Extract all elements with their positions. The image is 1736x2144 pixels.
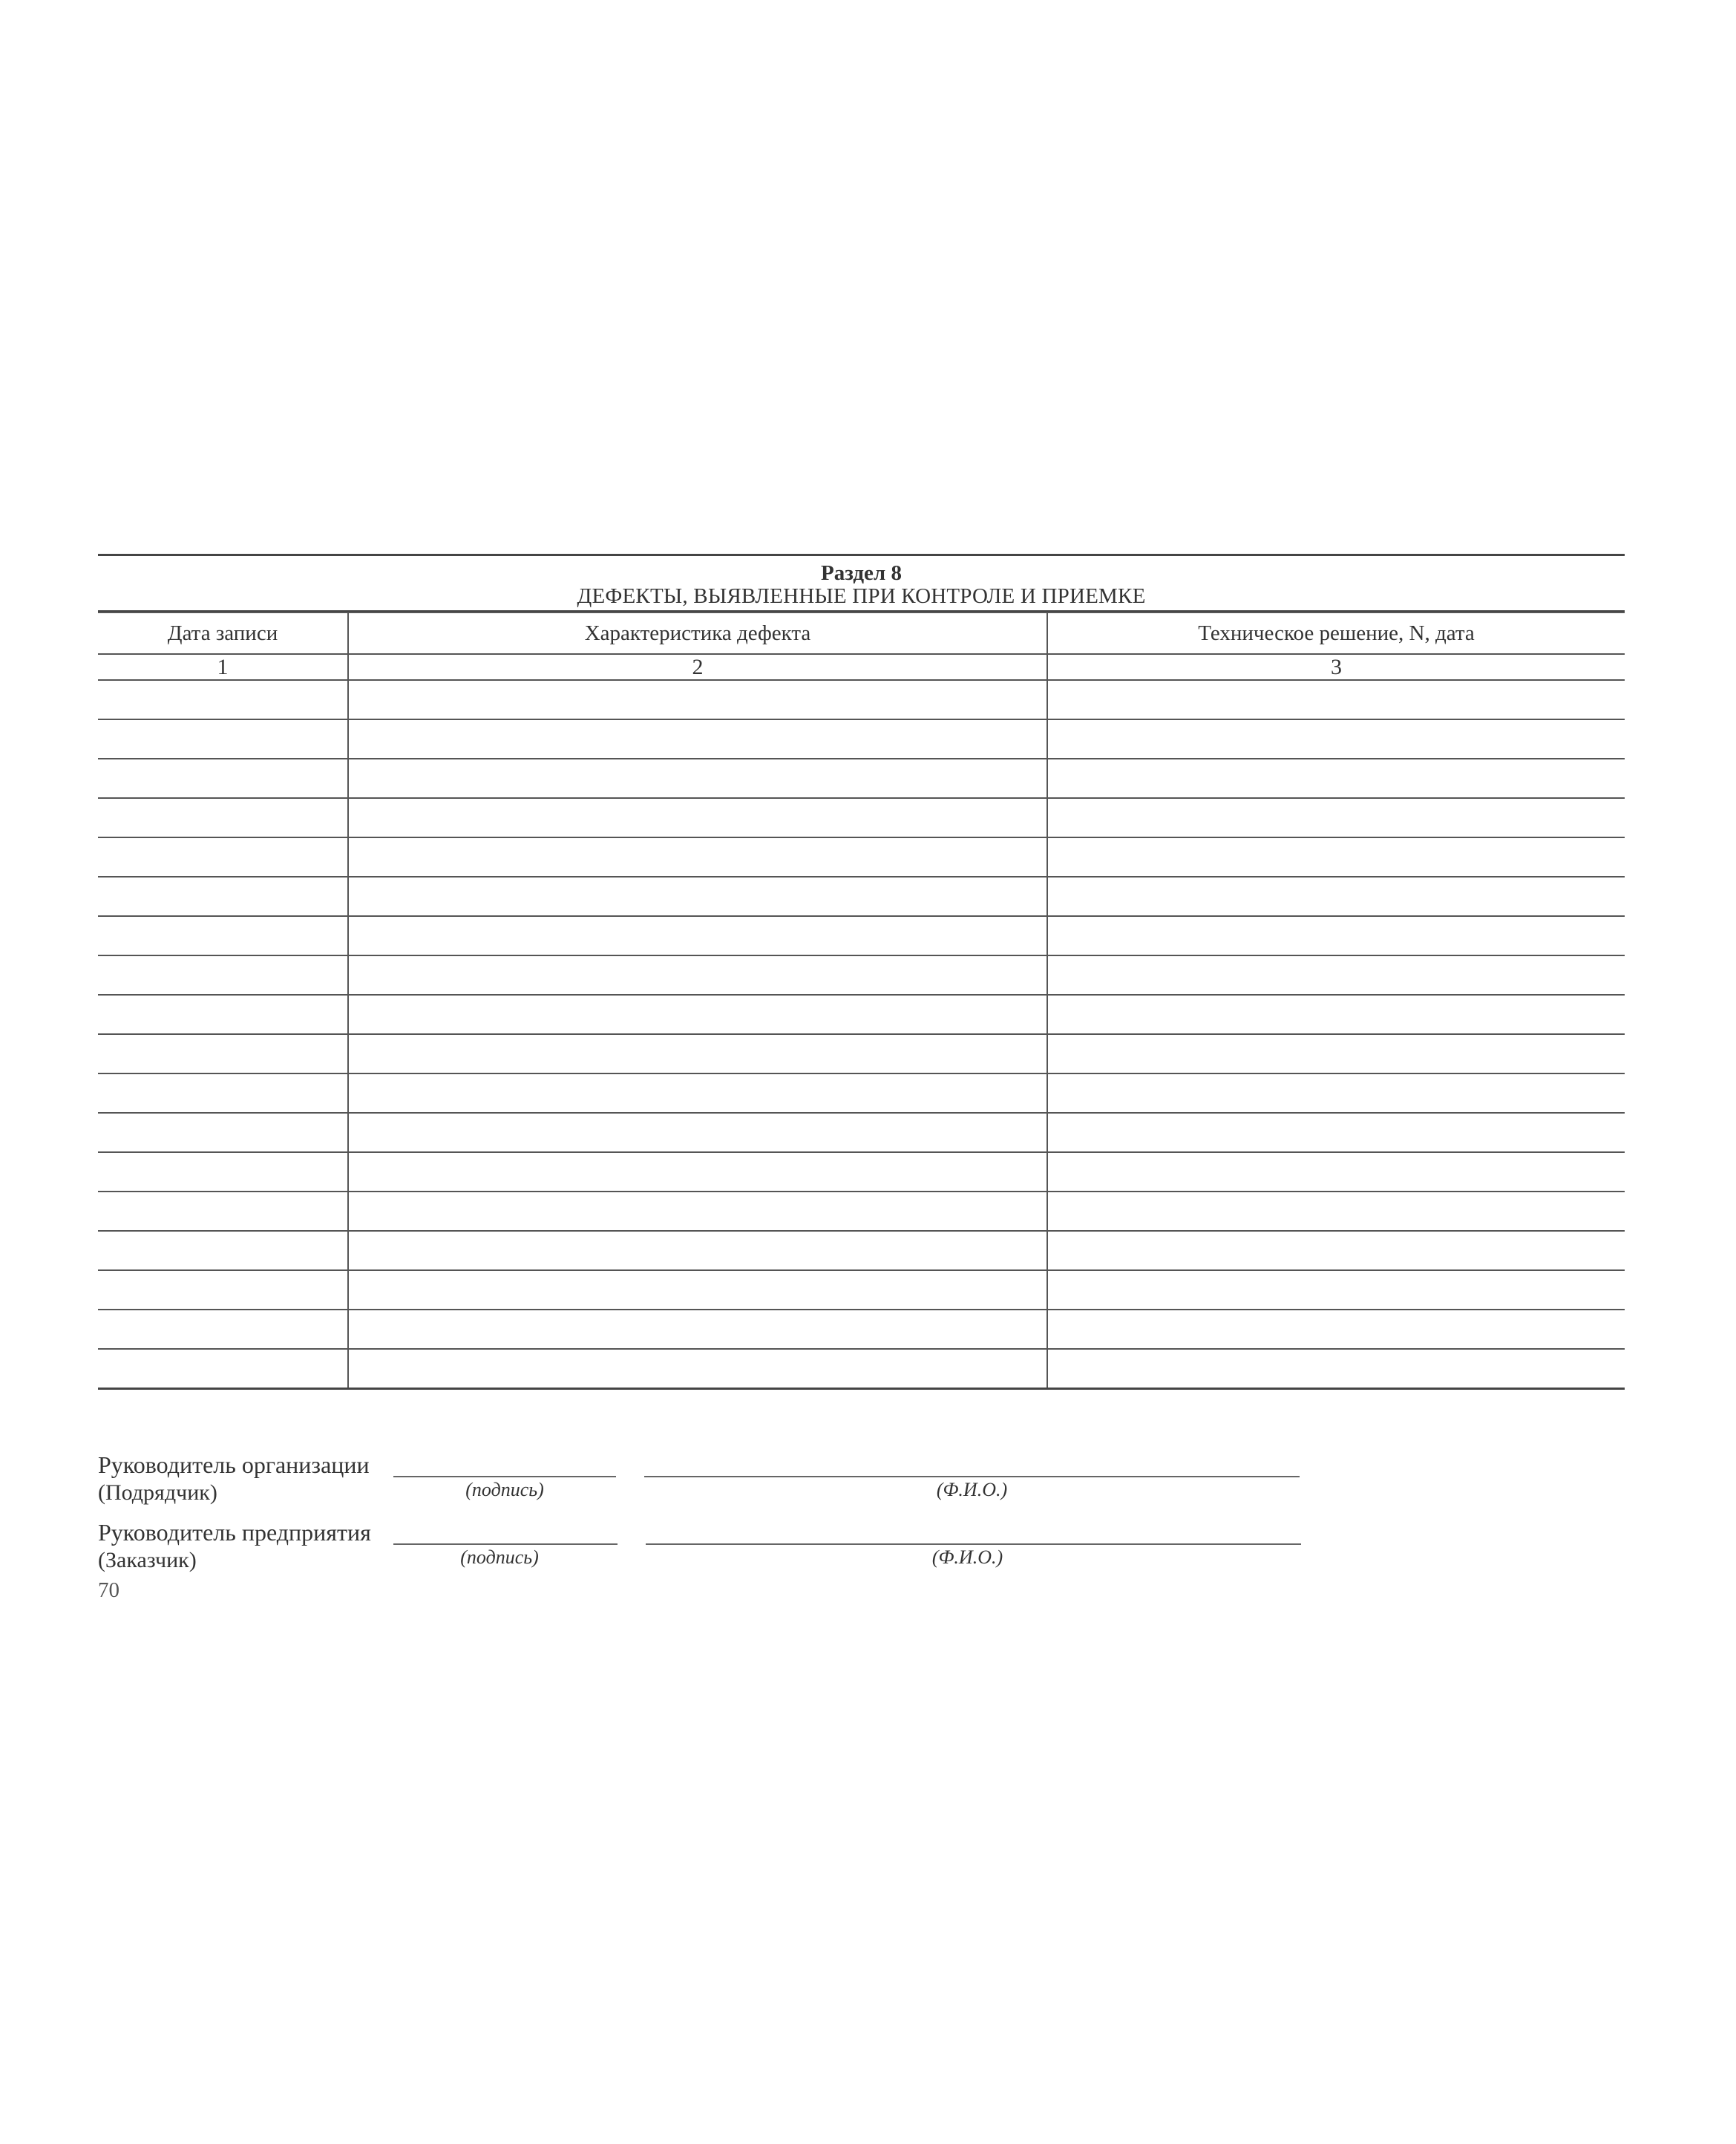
cell-defect-description[interactable] xyxy=(348,798,1047,837)
column-number: 1 xyxy=(98,654,348,680)
cell-defect-description[interactable] xyxy=(348,1310,1047,1349)
cell-technical-decision[interactable] xyxy=(1047,1152,1625,1192)
cell-record-date[interactable] xyxy=(98,955,348,995)
customer-name-caption: (Ф.И.О.) xyxy=(931,1546,1003,1568)
cell-technical-decision[interactable] xyxy=(1047,955,1625,995)
customer-signature-caption: (подпись) xyxy=(460,1546,539,1568)
cell-technical-decision[interactable] xyxy=(1047,1073,1625,1113)
contractor-signature-line[interactable] xyxy=(393,1476,616,1477)
cell-defect-description[interactable] xyxy=(348,1270,1047,1310)
table-row xyxy=(98,1034,1625,1073)
cell-defect-description[interactable] xyxy=(348,995,1047,1034)
customer-signature-line[interactable] xyxy=(393,1543,618,1545)
section-title: ДЕФЕКТЫ, ВЫЯВЛЕННЫЕ ПРИ КОНТРОЛЕ И ПРИЕМКЕ xyxy=(577,584,1146,608)
cell-defect-description[interactable] xyxy=(348,1152,1047,1192)
cell-technical-decision[interactable] xyxy=(1047,1270,1625,1310)
section-number: Раздел 8 xyxy=(821,561,902,585)
table-row xyxy=(98,1270,1625,1310)
contractor-name-line[interactable] xyxy=(644,1476,1300,1477)
cell-technical-decision[interactable] xyxy=(1047,1113,1625,1152)
table-row xyxy=(98,1113,1625,1152)
cell-record-date[interactable] xyxy=(98,1152,348,1192)
table-row xyxy=(98,759,1625,798)
cell-technical-decision[interactable] xyxy=(1047,1192,1625,1231)
cell-record-date[interactable] xyxy=(98,1073,348,1113)
cell-defect-description[interactable] xyxy=(348,719,1047,759)
cell-record-date[interactable] xyxy=(98,916,348,955)
cell-record-date[interactable] xyxy=(98,1349,348,1389)
table-row xyxy=(98,1231,1625,1270)
table-row xyxy=(98,1073,1625,1113)
table-body xyxy=(98,680,1625,1389)
cell-defect-description[interactable] xyxy=(348,837,1047,877)
cell-record-date[interactable] xyxy=(98,1192,348,1231)
cell-record-date[interactable] xyxy=(98,837,348,877)
cell-defect-description[interactable] xyxy=(348,1192,1047,1231)
cell-record-date[interactable] xyxy=(98,1113,348,1152)
cell-defect-description[interactable] xyxy=(348,877,1047,916)
column-number: 3 xyxy=(1047,654,1625,680)
table-row xyxy=(98,1192,1625,1231)
cell-technical-decision[interactable] xyxy=(1047,877,1625,916)
customer-signature-block xyxy=(98,1519,1360,1586)
cell-defect-description[interactable] xyxy=(348,955,1047,995)
cell-technical-decision[interactable] xyxy=(1047,680,1625,719)
contractor-signature-caption: (подпись) xyxy=(465,1479,544,1500)
table-row xyxy=(98,995,1625,1034)
customer-party: (Заказчик) xyxy=(98,1548,197,1572)
cell-record-date[interactable] xyxy=(98,1231,348,1270)
table-row xyxy=(98,877,1625,916)
cell-defect-description[interactable] xyxy=(348,1034,1047,1073)
table-row xyxy=(98,1152,1625,1192)
table-row xyxy=(98,1349,1625,1389)
cell-record-date[interactable] xyxy=(98,680,348,719)
page-number: 70 xyxy=(98,1578,119,1602)
cell-record-date[interactable] xyxy=(98,1034,348,1073)
cell-defect-description[interactable] xyxy=(348,759,1047,798)
cell-defect-description[interactable] xyxy=(348,1073,1047,1113)
header-defect-description: Характеристика дефекта xyxy=(348,612,1047,654)
contractor-party: (Подрядчик) xyxy=(98,1480,217,1505)
cell-record-date[interactable] xyxy=(98,759,348,798)
cell-record-date[interactable] xyxy=(98,1270,348,1310)
defects-table xyxy=(98,612,1625,1390)
contractor-name-caption: (Ф.И.О.) xyxy=(936,1479,1008,1500)
header-technical-decision: Техническое решение, N, дата xyxy=(1047,612,1625,654)
cell-defect-description[interactable] xyxy=(348,1231,1047,1270)
column-number-row xyxy=(98,654,1625,680)
cell-defect-description[interactable] xyxy=(348,916,1047,955)
cell-record-date[interactable] xyxy=(98,719,348,759)
table-row xyxy=(98,955,1625,995)
cell-defect-description[interactable] xyxy=(348,1113,1047,1152)
cell-record-date[interactable] xyxy=(98,877,348,916)
contractor-role: Руководитель организации xyxy=(98,1451,370,1478)
cell-record-date[interactable] xyxy=(98,798,348,837)
cell-technical-decision[interactable] xyxy=(1047,1349,1625,1389)
cell-technical-decision[interactable] xyxy=(1047,995,1625,1034)
customer-role: Руководитель предприятия xyxy=(98,1519,371,1546)
table-row xyxy=(98,680,1625,719)
cell-defect-description[interactable] xyxy=(348,1349,1047,1389)
header-record-date: Дата записи xyxy=(98,612,348,654)
cell-technical-decision[interactable] xyxy=(1047,1034,1625,1073)
column-number: 2 xyxy=(348,654,1047,680)
cell-technical-decision[interactable] xyxy=(1047,837,1625,877)
cell-technical-decision[interactable] xyxy=(1047,1310,1625,1349)
table-row xyxy=(98,1310,1625,1349)
cell-technical-decision[interactable] xyxy=(1047,798,1625,837)
table-header-row xyxy=(98,612,1625,654)
cell-defect-description[interactable] xyxy=(348,680,1047,719)
customer-name-line[interactable] xyxy=(646,1543,1301,1545)
cell-technical-decision[interactable] xyxy=(1047,719,1625,759)
cell-record-date[interactable] xyxy=(98,1310,348,1349)
table-row xyxy=(98,837,1625,877)
section-header xyxy=(98,554,1625,612)
table-row xyxy=(98,719,1625,759)
table-row xyxy=(98,916,1625,955)
cell-technical-decision[interactable] xyxy=(1047,759,1625,798)
cell-record-date[interactable] xyxy=(98,995,348,1034)
cell-technical-decision[interactable] xyxy=(1047,916,1625,955)
cell-technical-decision[interactable] xyxy=(1047,1231,1625,1270)
table-row xyxy=(98,798,1625,837)
contractor-signature-block xyxy=(98,1451,1360,1518)
